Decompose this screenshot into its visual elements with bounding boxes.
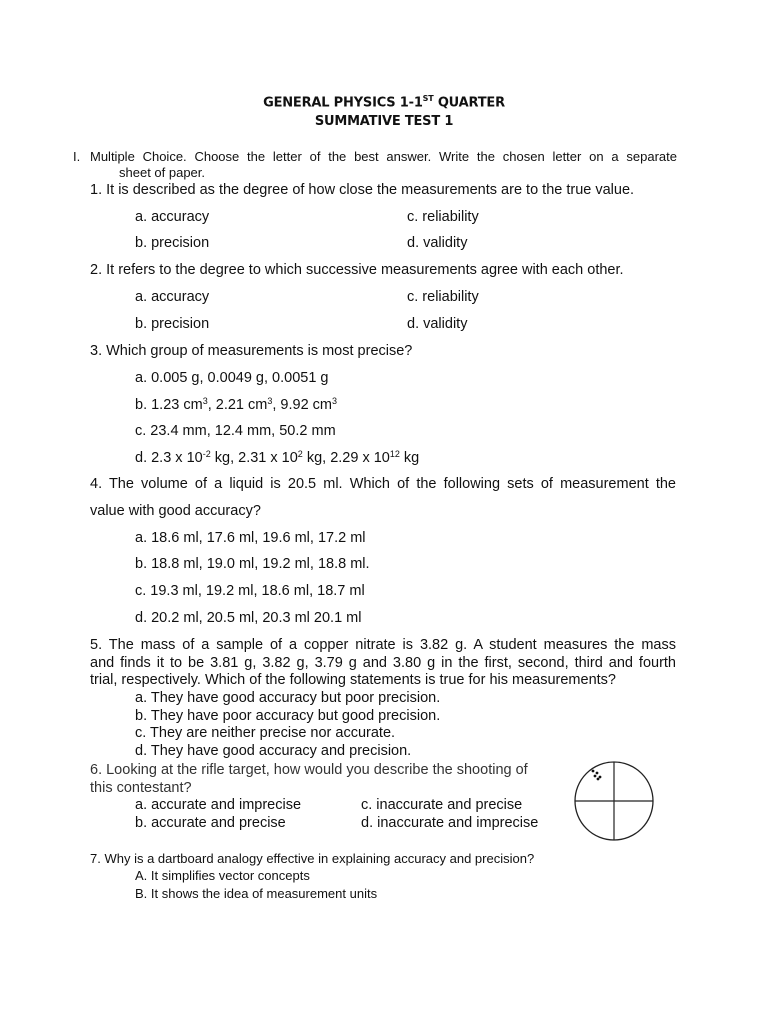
q3d-exp: -2 [202, 449, 211, 459]
title-superscript: ST [422, 94, 434, 103]
q1-option-d: d. validity [407, 235, 468, 251]
question-6: 6. Looking at the rifle target, how would you describe the shooting of [90, 762, 528, 778]
q3-option-a: a. 0.005 g, 0.0049 g, 0.0051 g [135, 370, 329, 386]
q3b-exp: 3 [267, 396, 273, 406]
q4-option-d: d. 20.2 ml, 20.5 ml, 20.3 ml 20.1 ml [135, 610, 362, 626]
q4-option-a: a. 18.6 ml, 17.6 ml, 19.6 ml, 17.2 ml [135, 530, 366, 546]
question-4-cont: value with good accuracy? [90, 503, 261, 519]
bullet-hole [597, 778, 600, 781]
q5-option-a: a. They have good accuracy but poor precision. [135, 690, 441, 706]
q3d-part: kg [399, 450, 420, 466]
section-instruction: Multiple Choice. Choose the letter of the best answer. Write the chosen letter on a separate [90, 149, 677, 164]
question-4: 4. The volume of a liquid is 20.5 ml. Which of the following sets of measurement the [90, 476, 676, 492]
q6-option-c: c. inaccurate and precise [361, 797, 523, 813]
bullet-hole [596, 772, 599, 775]
question-2: 2. It refers to the degree to which successive measurements agree with each other. [90, 262, 624, 278]
q2-option-b: b. precision [135, 316, 210, 332]
rifle-target-icon [573, 760, 655, 842]
q5-option-d: d. They have good accuracy and precision. [135, 743, 412, 759]
q3b-part: b. 1.23 cm [135, 397, 203, 413]
title-quarter: QUARTER [433, 95, 505, 111]
bullet-hole [592, 770, 595, 773]
question-5-line3: trial, respectively. Which of the following statements is true for his measurements? [90, 672, 616, 688]
section-number: I. [73, 149, 81, 164]
q4-option-b: b. 18.8 ml, 19.0 ml, 19.2 ml, 18.8 ml. [135, 556, 370, 572]
q3b-exp: 3 [202, 396, 208, 406]
bullet-hole [599, 776, 602, 779]
q1-option-b: b. precision [135, 235, 210, 251]
bullet-hole [594, 775, 597, 778]
q2-option-a: a. accuracy [135, 289, 210, 305]
q3d-exp: 2 [297, 449, 303, 459]
q3b-part: , 9.92 cm [272, 397, 333, 413]
question-1: 1. It is described as the degree of how close the measurements are to the true value. [90, 182, 635, 198]
q3d-part: d. 2.3 x 10 [135, 450, 203, 466]
question-6-cont: this contestant? [90, 780, 192, 796]
q1-option-a: a. accuracy [135, 209, 210, 225]
q3d-exp: 12 [389, 449, 400, 459]
question-5: 5. The mass of a sample of a copper nitrate is 3.82 g. A student measures the mass [90, 637, 676, 653]
q2-option-c: c. reliability [407, 289, 479, 305]
q3b-exp: 3 [332, 396, 338, 406]
q3d-part: kg, 2.29 x 10 [302, 450, 390, 466]
page-title [0, 94, 768, 110]
q5-option-b: b. They have poor accuracy but good precision. [135, 708, 441, 724]
section-instruction-cont: sheet of paper. [119, 165, 206, 180]
q4-option-c: c. 19.3 ml, 19.2 ml, 18.6 ml, 18.7 ml [135, 583, 365, 599]
q3-option-d [135, 450, 419, 466]
q1-option-c: c. reliability [407, 209, 479, 225]
title-text: GENERAL PHYSICS 1-1 [263, 95, 423, 111]
page-subtitle: SUMMATIVE TEST 1 [314, 114, 454, 129]
q3b-part: , 2.21 cm [207, 397, 268, 413]
q3-option-b [135, 397, 337, 413]
q3-option-c: c. 23.4 mm, 12.4 mm, 50.2 mm [135, 423, 336, 439]
q5-option-c: c. They are neither precise nor accurate. [135, 725, 396, 741]
q6-option-d: d. inaccurate and imprecise [361, 815, 539, 831]
q7-option-b: B. It shows the idea of measurement units [135, 886, 378, 901]
q3d-part: kg, 2.31 x 10 [210, 450, 298, 466]
question-5-line2: and finds it to be 3.81 g, 3.82 g, 3.79 g and 3.80 g in the first, second, third and fourth [90, 655, 676, 671]
question-3: 3. Which group of measurements is most precise? [90, 343, 413, 359]
q6-option-b: b. accurate and precise [135, 815, 286, 831]
q6-option-a: a. accurate and imprecise [135, 797, 302, 813]
q2-option-d: d. validity [407, 316, 468, 332]
question-7: 7. Why is a dartboard analogy effective in explaining accuracy and precision? [90, 851, 535, 866]
q7-option-a: A. It simplifies vector concepts [135, 868, 310, 883]
